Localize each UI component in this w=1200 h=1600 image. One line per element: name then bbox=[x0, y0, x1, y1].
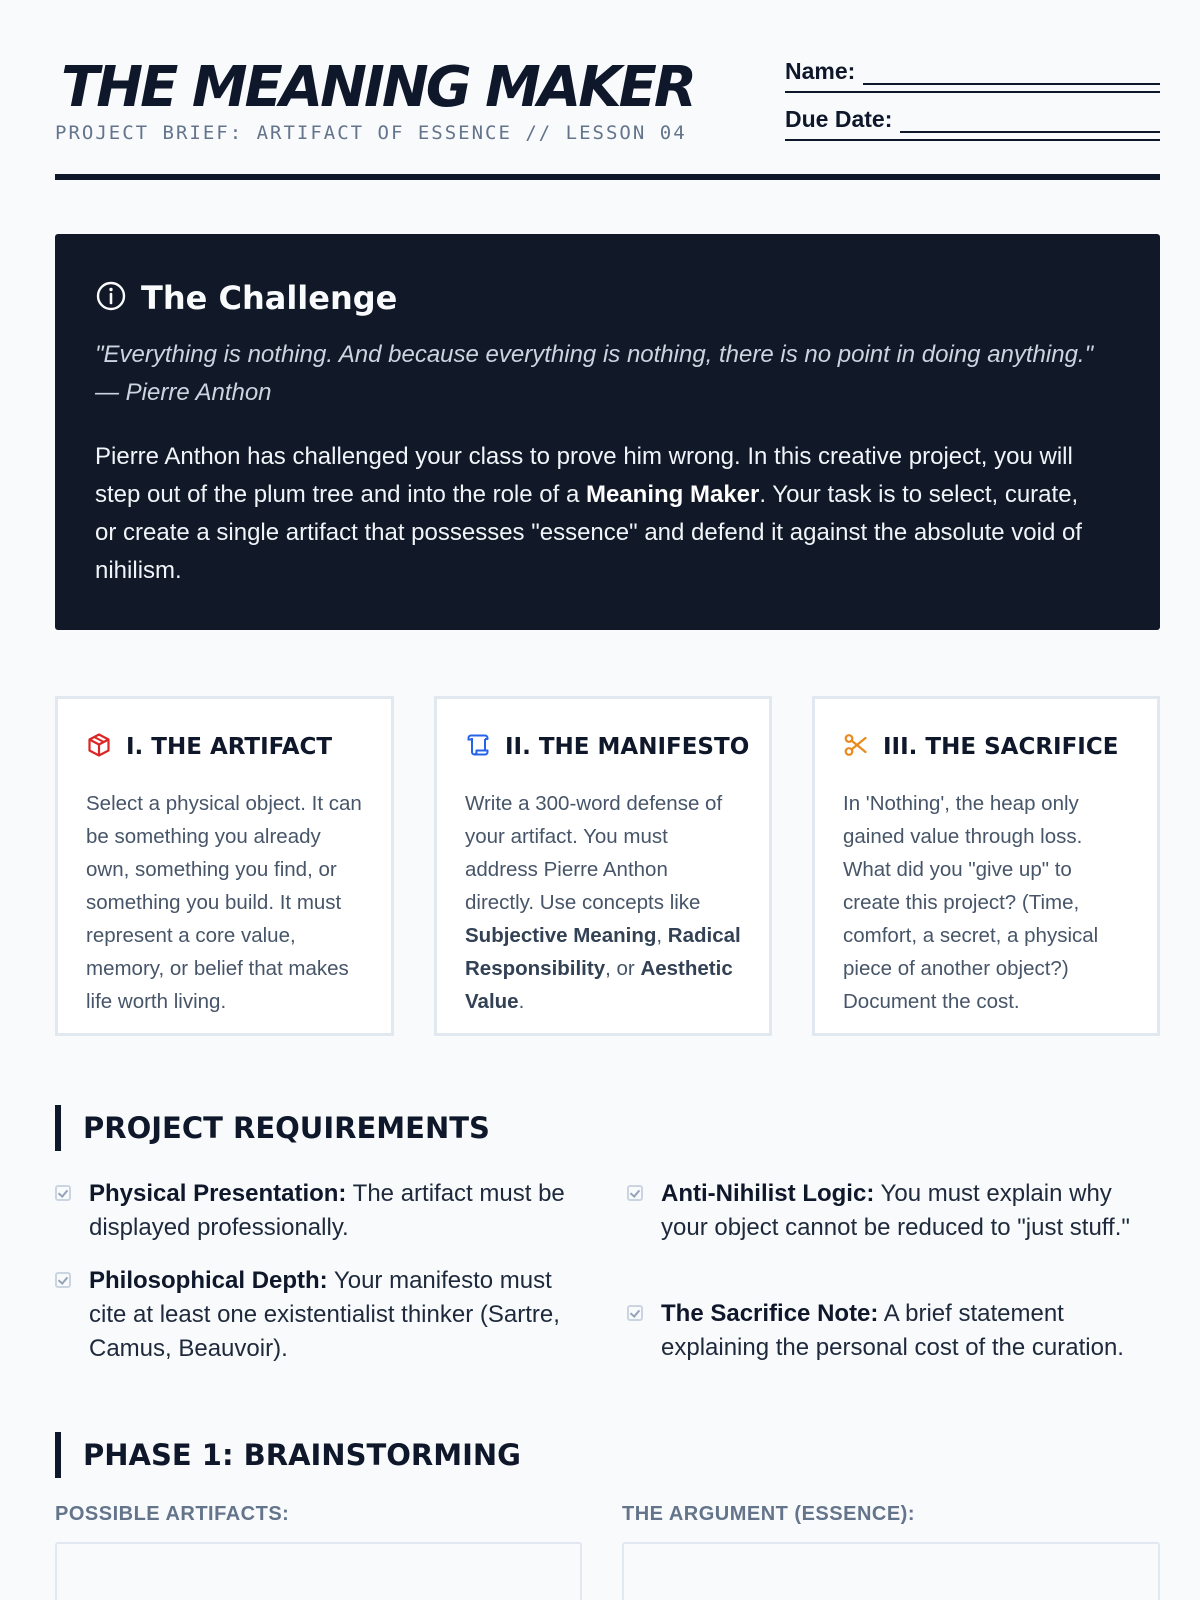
challenge-body bbox=[95, 438, 1105, 590]
manifesto-card-title: II. THE MANIFESTO bbox=[505, 734, 750, 760]
requirement-text bbox=[89, 1264, 585, 1366]
requirement-label: Physical Presentation: bbox=[89, 1180, 347, 1207]
page-subtitle: PROJECT BRIEF: ARTIFACT OF ESSENCE // LESSON 04 bbox=[55, 122, 687, 144]
manifesto-bold-2: Radical Responsibility bbox=[465, 924, 741, 980]
artifact-card-text: Select a physical object. It can be something you already own, something you find, or something you build. It must represent a core value, memory, or belief that makes life worth living. bbox=[86, 792, 362, 1013]
requirement-desc: You must explain why your object cannot be reduced to "just stuff." bbox=[661, 1180, 1130, 1241]
requirement-label: Anti-Nihilist Logic: bbox=[661, 1180, 875, 1207]
artifact-card-header bbox=[86, 727, 363, 767]
name-label: Name: bbox=[785, 58, 856, 84]
name-line[interactable] bbox=[863, 61, 1160, 85]
worksheet-page bbox=[55, 0, 1160, 1600]
challenge-header bbox=[95, 278, 1120, 318]
section-accent-bar bbox=[55, 1105, 61, 1151]
challenge-body-text-1: Pierre Anthon has challenged your class to prove him wrong. In this creative project, you will step out of the plum tree and into the role of a bbox=[95, 443, 1073, 508]
challenge-title: The Challenge bbox=[141, 279, 398, 317]
possible-artifacts-label: POSSIBLE ARTIFACTS: bbox=[55, 1503, 290, 1525]
due-date-label: Due Date: bbox=[785, 106, 893, 132]
checkbox-icon[interactable] bbox=[55, 1185, 71, 1201]
requirements-title: PROJECT REQUIREMENTS bbox=[83, 1111, 490, 1145]
manifesto-sep-2: , or bbox=[605, 957, 641, 980]
brainstorming-heading bbox=[55, 1432, 1160, 1478]
possible-artifacts-box[interactable] bbox=[55, 1542, 582, 1600]
challenge-panel bbox=[55, 234, 1160, 630]
requirement-text bbox=[89, 1177, 575, 1245]
artifact-card bbox=[55, 696, 394, 1036]
requirement-label: Philosophical Depth: bbox=[89, 1267, 328, 1294]
cube-icon bbox=[86, 732, 126, 763]
argument-label: THE ARGUMENT (ESSENCE): bbox=[622, 1503, 915, 1525]
sacrifice-card-header bbox=[843, 727, 1129, 767]
checkbox-icon[interactable] bbox=[55, 1272, 71, 1288]
challenge-body-bold: Meaning Maker bbox=[585, 481, 760, 508]
manifesto-bold-1: Subjective Meaning bbox=[465, 924, 657, 947]
info-icon bbox=[95, 280, 141, 317]
scissors-icon bbox=[843, 732, 883, 763]
due-date-field[interactable] bbox=[785, 106, 1160, 133]
sacrifice-card-title: III. THE SACRIFICE bbox=[883, 734, 1119, 760]
header-divider bbox=[55, 174, 1160, 180]
manifesto-card bbox=[434, 696, 772, 1036]
scroll-icon bbox=[465, 732, 505, 763]
manifesto-text-2: . bbox=[518, 990, 525, 1013]
manifesto-sep-1: , bbox=[656, 924, 668, 947]
manifesto-text-1: Write a 300-word defense of your artifact. You must address Pierre Anthon directly. Use concepts like bbox=[465, 792, 723, 914]
requirement-item[interactable] bbox=[627, 1177, 1160, 1245]
requirement-item[interactable] bbox=[627, 1297, 1160, 1365]
manifesto-card-text bbox=[465, 787, 741, 1018]
challenge-quote: "Everything is nothing. And because everything is nothing, there is no point in doing anything." — Pierre Anthon bbox=[95, 341, 1094, 406]
requirement-label: The Sacrifice Note: bbox=[661, 1300, 879, 1327]
brainstorming-title: PHASE 1: BRAINSTORMING bbox=[83, 1438, 521, 1472]
requirement-desc: The artifact must be displayed professionally. bbox=[89, 1180, 565, 1241]
manifesto-card-header bbox=[465, 727, 750, 767]
sacrifice-card bbox=[812, 696, 1160, 1036]
section-accent-bar bbox=[55, 1432, 61, 1478]
requirement-item[interactable] bbox=[55, 1264, 585, 1366]
sacrifice-card-text: In 'Nothing', the heap only gained value through loss. What did you "give up" to create this project? (Time, comfort, a secret, a physical piece of another object?) Document the cost. bbox=[843, 792, 1099, 1013]
argument-box[interactable] bbox=[622, 1542, 1160, 1600]
checkbox-icon[interactable] bbox=[627, 1185, 643, 1201]
requirement-desc: Your manifesto must cite at least one existentialist thinker (Sartre, Camus, Beauvoir). bbox=[89, 1267, 560, 1362]
checkbox-icon[interactable] bbox=[627, 1305, 643, 1321]
due-date-line[interactable] bbox=[900, 109, 1160, 133]
artifact-card-title: I. THE ARTIFACT bbox=[126, 734, 333, 760]
page-title: THE MEANING MAKER bbox=[61, 55, 695, 120]
header bbox=[55, 55, 1160, 182]
requirement-item[interactable] bbox=[55, 1177, 575, 1245]
requirements-heading bbox=[55, 1105, 1160, 1151]
requirement-desc: A brief statement explaining the personal cost of the curation. bbox=[661, 1300, 1124, 1361]
challenge-body-text-2: . Your task is to select, curate, or create a single artifact that possesses "essence" and defend it against the absolute void of nihilism. bbox=[95, 481, 1082, 584]
name-field[interactable] bbox=[785, 58, 1160, 85]
requirement-text bbox=[661, 1177, 1160, 1245]
manifesto-bold-3: Aesthetic Value bbox=[465, 957, 733, 1013]
requirement-text bbox=[661, 1297, 1160, 1365]
